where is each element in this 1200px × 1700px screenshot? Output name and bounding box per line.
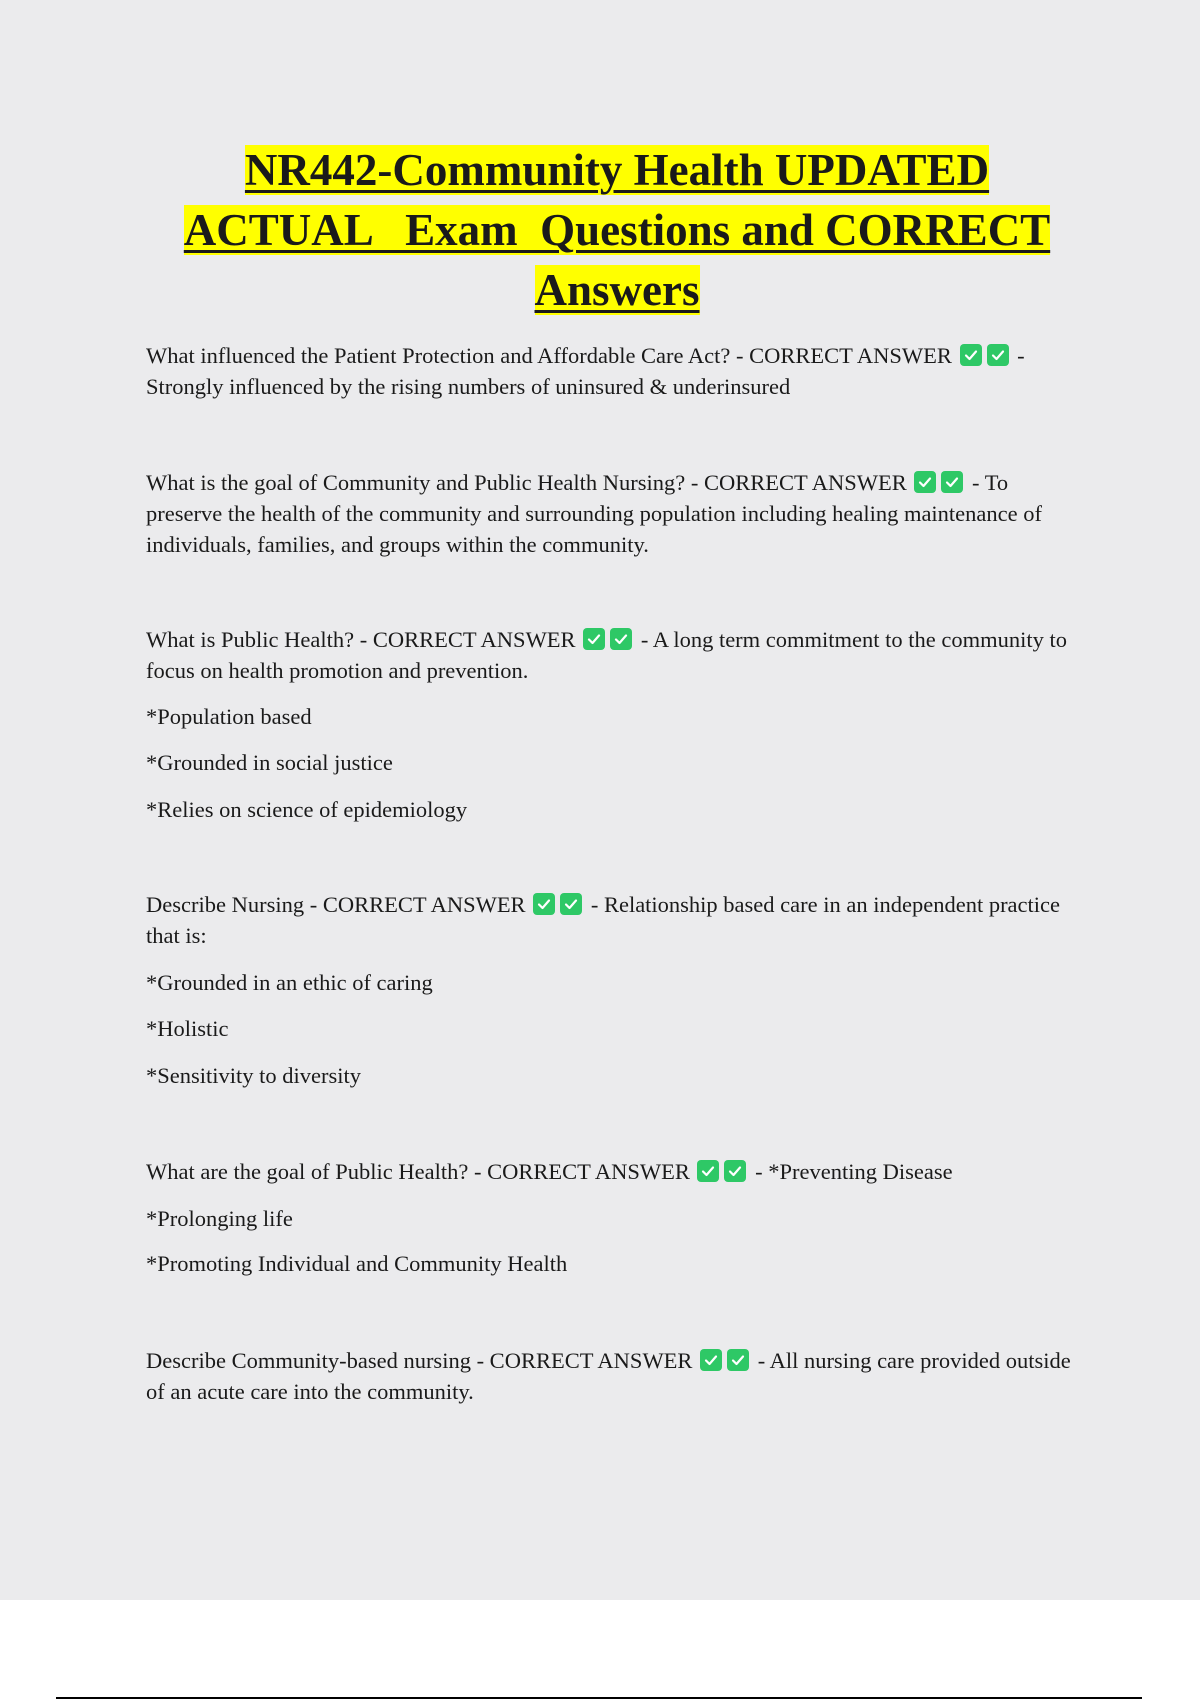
qa-item [146, 1156, 1086, 1276]
answer-text: - Relationship based care in an independent practice that is: [146, 892, 1061, 948]
bullet-item: *Sensitivity to diversity [146, 1063, 362, 1088]
qa-item [146, 340, 1086, 402]
qa-item [146, 1345, 1086, 1407]
bullet-item: *Promoting Individual and Community Health [146, 1251, 568, 1276]
qa-item [146, 624, 1086, 822]
bullet-item: *Relies on science of epidemiology [146, 797, 468, 822]
check-mark-icon [727, 1349, 749, 1371]
check-mark-icon [960, 344, 982, 366]
bullet-item: *Holistic [146, 1016, 229, 1041]
question-text: What is Public Health? - CORRECT ANSWER [146, 627, 576, 652]
check-mark-icon [560, 893, 582, 915]
bullet-item: *Prolonging life [146, 1206, 293, 1231]
answer-text: - *Preventing Disease [755, 1159, 953, 1184]
check-mark-icon [941, 471, 963, 493]
title-line-1: NR442-Community Health UPDATED [244, 145, 990, 195]
question-text: What is the goal of Community and Public Health Nursing? - CORRECT ANSWER [146, 470, 907, 495]
check-mark-icon [583, 628, 605, 650]
bullet-item: *Population based [146, 704, 312, 729]
title-line-2: ACTUAL Exam Questions and CORRECT [183, 205, 1051, 255]
answer-text: - Strongly influenced by the rising numbers of uninsured & underinsured [146, 343, 1025, 399]
title-line-3: Answers [534, 265, 700, 315]
qa-item [146, 467, 1086, 560]
check-mark-icon [533, 893, 555, 915]
check-mark-icon [987, 344, 1009, 366]
question-text: Describe Nursing - CORRECT ANSWER [146, 892, 526, 917]
check-mark-icon [724, 1160, 746, 1182]
question-text: What influenced the Patient Protection and Affordable Care Act? - CORRECT ANSWER [146, 343, 952, 368]
check-mark-icon [610, 628, 632, 650]
answer-text: - A long term commitment to the community to focus on health promotion and prevention. [146, 627, 1068, 683]
check-mark-icon [914, 471, 936, 493]
check-mark-icon [697, 1160, 719, 1182]
qa-item [146, 889, 1086, 1088]
document-title [120, 140, 1114, 320]
question-text: Describe Community-based nursing - CORRECT ANSWER [146, 1348, 693, 1373]
bullet-item: *Grounded in social justice [146, 750, 393, 775]
bullet-item: *Grounded in an ethic of caring [146, 970, 433, 995]
check-mark-icon [700, 1349, 722, 1371]
answer-text: - All nursing care provided outside of an acute care into the community. [146, 1348, 1071, 1404]
answer-text: - To preserve the health of the community and surrounding population including healing maintenance of individuals, families, and groups within the community. [146, 470, 1043, 557]
page-divider [56, 1697, 1142, 1699]
question-text: What are the goal of Public Health? - CORRECT ANSWER [146, 1159, 690, 1184]
